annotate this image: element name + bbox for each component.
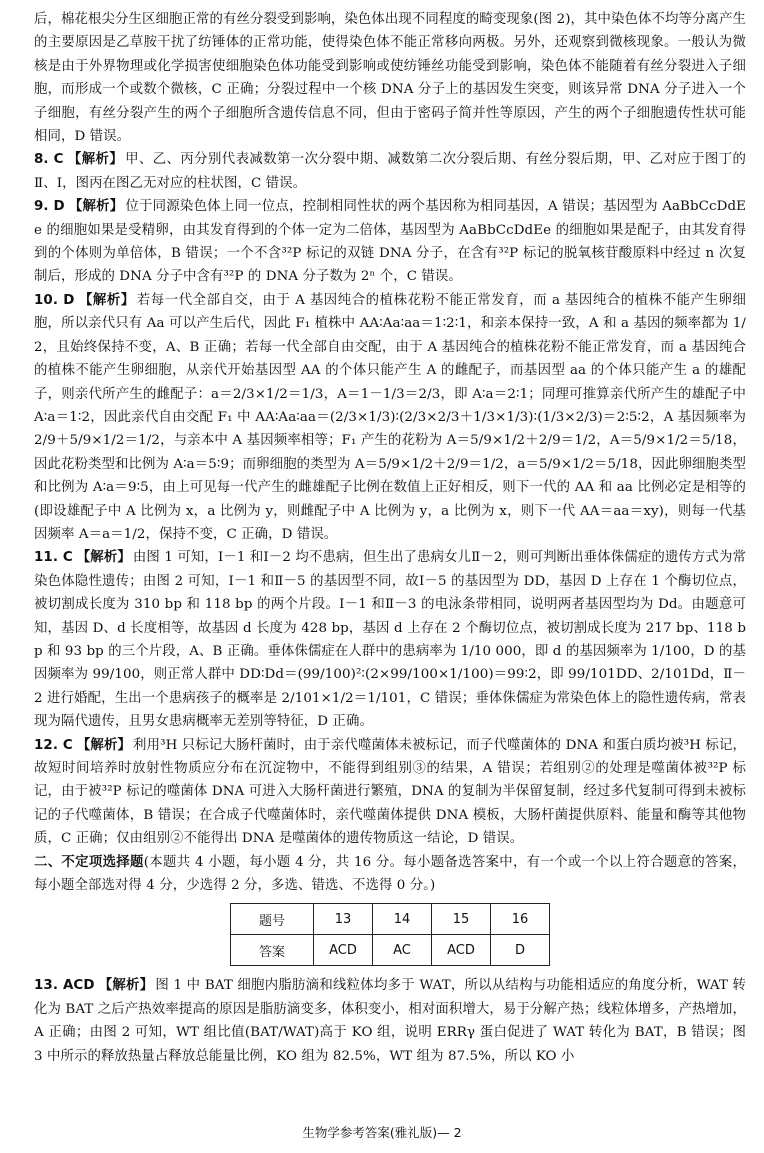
item-text: 位于同源染色体上同一位点，控制相同性状的两个基因称为相同基因，A 错误；基因型为 AaBbCcDdEe 的细胞如果是受精卵，由其发育得到的个体一定为二倍体，基因型为 AaBbCcDdEe 的细胞如果是配子，由其发育得到的个体则为单倍体，B 错误；一个不含³²P 标记的双链 DNA 分子，在含有³²P 标记的脱氧核苷酸原料中经过 n 次复制后，形成的 DNA 分子中含有³²P 的 DNA 分子数为 2ⁿ 个，C 错误。 — [34, 199, 746, 285]
answer-item-13 — [34, 974, 746, 1068]
item-number: 11. C — [34, 550, 73, 566]
analysis-tag: 【解析】 — [76, 737, 132, 753]
analysis-tag: 【解析】 — [98, 978, 154, 994]
answer-item-10 — [34, 289, 746, 546]
item-text: 甲、乙、丙分别代表减数第一次分裂中期、减数第二次分裂后期、有丝分裂后期，甲、乙对应于图丁的Ⅱ、Ⅰ，图丙在图乙无对应的柱状图，C 错误。 — [34, 152, 746, 191]
analysis-tag: 【解析】 — [76, 550, 131, 566]
section-2-heading — [34, 851, 746, 898]
table-cell: ACD — [314, 935, 373, 966]
answer-table — [230, 903, 550, 966]
analysis-tag: 【解析】 — [68, 199, 124, 215]
table-header-label: 题号 — [231, 904, 314, 935]
table-cell: AC — [373, 935, 432, 966]
item-text: 利用³H 只标记大肠杆菌时，由于亲代噬菌体未被标记，而子代噬菌体的 DNA 和蛋白质均被³H 标记，故短时间培养时放射性物质应分布在沉淀物中，不能得到组别③的结果，A 错误；若组别②的处理是噬菌体被³²P 标记，由于被³²P 标记的噬菌体 DNA 可进入大肠杆菌进行繁殖，DNA 的复制为半保留复制，经过多代复制可得到未被标记的子代噬菌体，B 错误；在合成子代噬菌体时，亲代噬菌体提供 DNA 模板，大肠杆菌提供原料、能量和酶等其他物质，C 正确；仅由组别②不能得出 DNA 是噬菌体的遗传物质这一结论，D 错误。 — [34, 737, 746, 847]
item-number: 8. C — [34, 152, 64, 168]
table-cell: 14 — [373, 904, 432, 935]
table-cell: D — [491, 935, 550, 966]
item-text: 由图 1 可知，Ⅰ－1 和Ⅰ－2 均不患病，但生出了患病女儿Ⅱ－2，则可判断出垂体侏儒症的遗传方式为常染色体隐性遗传；由图 2 可知，Ⅰ－1 和Ⅱ－5 的基因型不同，故Ⅰ－5 的基因型为 DD，基因 D 上存在 1 个酶切位点，被切割成长度为 310 bp 和 118 bp 的两个片段。Ⅰ－1 和Ⅱ－3 的电泳条带相同，说明两者基因型均为 Dd。由题意可知，基因 D、d 长度相等，故基因 d 长度为 428 bp，基因 d 上存在 2 个酶切位点，被切割成长度为 217 bp、118 bp 和 93 bp 的三个片段，A、B 正确。垂体侏儒症在人群中的患病率为 1/10 000，即 d 的基因频率为 1/100，D 的基因频率为 99/100，则正常人群中 DD∶Dd＝(99/100)²∶(2×99/100×1/100)＝99∶2，即 99/101DD、2/101Dd，Ⅱ－2 进行婚配，生出一个患病孩子的概率是 2/101×1/2＝1/101，C 错误；垂体侏儒症为常染色体上的隐性遗传病，常表现为隔代遗传，且男女患病概率无差别等特征，D 正确。 — [34, 550, 746, 730]
item-number: 13. ACD — [34, 978, 95, 994]
item-text: 若每一代全部自交，由于 A 基因纯合的植株花粉不能正常发育，而 a 基因纯合的植株不能产生卵细胞，所以亲代只有 Aa 可以产生后代，因此 F₁ 植株中 AA∶Aa∶aa＝1∶2∶1，和亲本保持一致，A 和 a 基因的频率都为 1/2，且始终保持不变，A、B 正确；若每一代全部自由交配，由于 A 基因纯合的植株花粉不能正常发育，而 a 基因纯合的植株不能产生卵细胞，从亲代开始基因型 AA 的个体只能产生 A 的雌配子，而基因型 aa 的个体只能产生 a 的雄配子，则亲代所产生的雌配子：a＝2/3×1/2＝1/3，A＝1－1/3＝2/3，即 A∶a＝2∶1；同理可推算亲代所产生的雄配子中 A∶a＝1∶2，因此亲代自由交配 F₁ 中 AA∶Aa∶aa＝(2/3×1/3)∶(2/3×2/3＋1/3×1/3)∶(1/3×2/3)＝2∶5∶2，A 基因频率为 2/9＋5/9×1/2＝1/2，与亲本中 A 基因频率相等；F₁ 产生的花粉为 A＝5/9×1/2＋2/9＝1/2，A＝5/9×1/2＝5/18，因此花粉类型和比例为 A∶a＝5∶9；而卵细胞的类型为 A＝5/9×1/2＋2/9＝1/2，a＝5/9×1/2＝5/18，因此卵细胞类型和比例为 A∶a＝9∶5，由上可见每一代产生的雌雄配子比例在数值上正好相反，则下一代的 AA 和 aa 比例必定是相等的(即设雄配子中 A 比例为 x，a 比例为 y，则雌配子中 A 比例为 y，a 比例为 x，则下一代 AA＝aa＝xy)，则每一代基因频率 A＝a＝1/2，保持不变，C 正确，D 错误。 — [34, 292, 746, 542]
answer-page — [34, 8, 746, 1068]
table-row — [231, 904, 550, 935]
analysis-tag: 【解析】 — [67, 152, 124, 168]
item-number: 12. C — [34, 737, 73, 753]
analysis-tag: 【解析】 — [78, 292, 135, 308]
answer-item-11 — [34, 546, 746, 733]
item-number: 10. D — [34, 292, 75, 308]
paragraph-continuation: 后，棉花根尖分生区细胞正常的有丝分裂受到影响，染色体出现不同程度的畸变现象(图 2)，其中染色体不均等分离产生的主要原因是乙草胺干扰了纺锤体的正常功能，使得染色体不能正常移向两极。另外，还观察到微核现象。一般认为微核是由于外界物理或化学损害使细胞染色体功能受到影响或使纺锤丝功能受到影响，染色体不能随着有丝分裂进入子细胞，而形成一个或数个微核，C 正确；分裂过程中一个核 DNA 分子上的基因发生突变，则该异常 DNA 分子进入一个子细胞，有丝分裂产生的两个子细胞所含遗传信息不同，但由于密码子简并性等原因，产生的两个子细胞遗传性状可能相同，D 错误。 — [34, 12, 746, 145]
item-text: 图 1 中 BAT 细胞内脂肪滴和线粒体均多于 WAT，所以从结构与功能相适应的角度分析，WAT 转化为 BAT 之后产热效率提高的原因是脂肪滴变多，体积变小，相对面积增大，易于分解产热；线粒体增多，产热增加，A 正确；由图 2 可知，WT 组比值(BAT/WAT)高于 KO 组，说明 ERRγ 蛋白促进了 WAT 转化为 BAT，B 错误；图 3 中所示的释放热量占释放总能量比例，KO 组为 82.5%，WT 组为 87.5%，所以 KO 小 — [34, 978, 746, 1064]
answer-item-8 — [34, 148, 746, 195]
table-answer-label: 答案 — [231, 935, 314, 966]
page-footer: 生物学参考答案(雅礼版)— 2 — [302, 1125, 462, 1140]
table-cell: 16 — [491, 904, 550, 935]
answer-item-12 — [34, 734, 746, 851]
answer-item-9 — [34, 195, 746, 289]
table-cell: 13 — [314, 904, 373, 935]
section-instructions: (本题共 4 小题，每小题 4 分，共 16 分。每小题备选答案中，有一个或一个以上符合题意的答案，每小题全部选对得 4 分，少选得 2 分，多选、错选、不选得 0 分。) — [34, 854, 746, 894]
item-number: 9. D — [34, 199, 65, 215]
table-cell: 15 — [432, 904, 491, 935]
table-row — [231, 935, 550, 966]
table-cell: ACD — [432, 935, 491, 966]
section-title: 二、不定项选择题 — [34, 854, 144, 870]
